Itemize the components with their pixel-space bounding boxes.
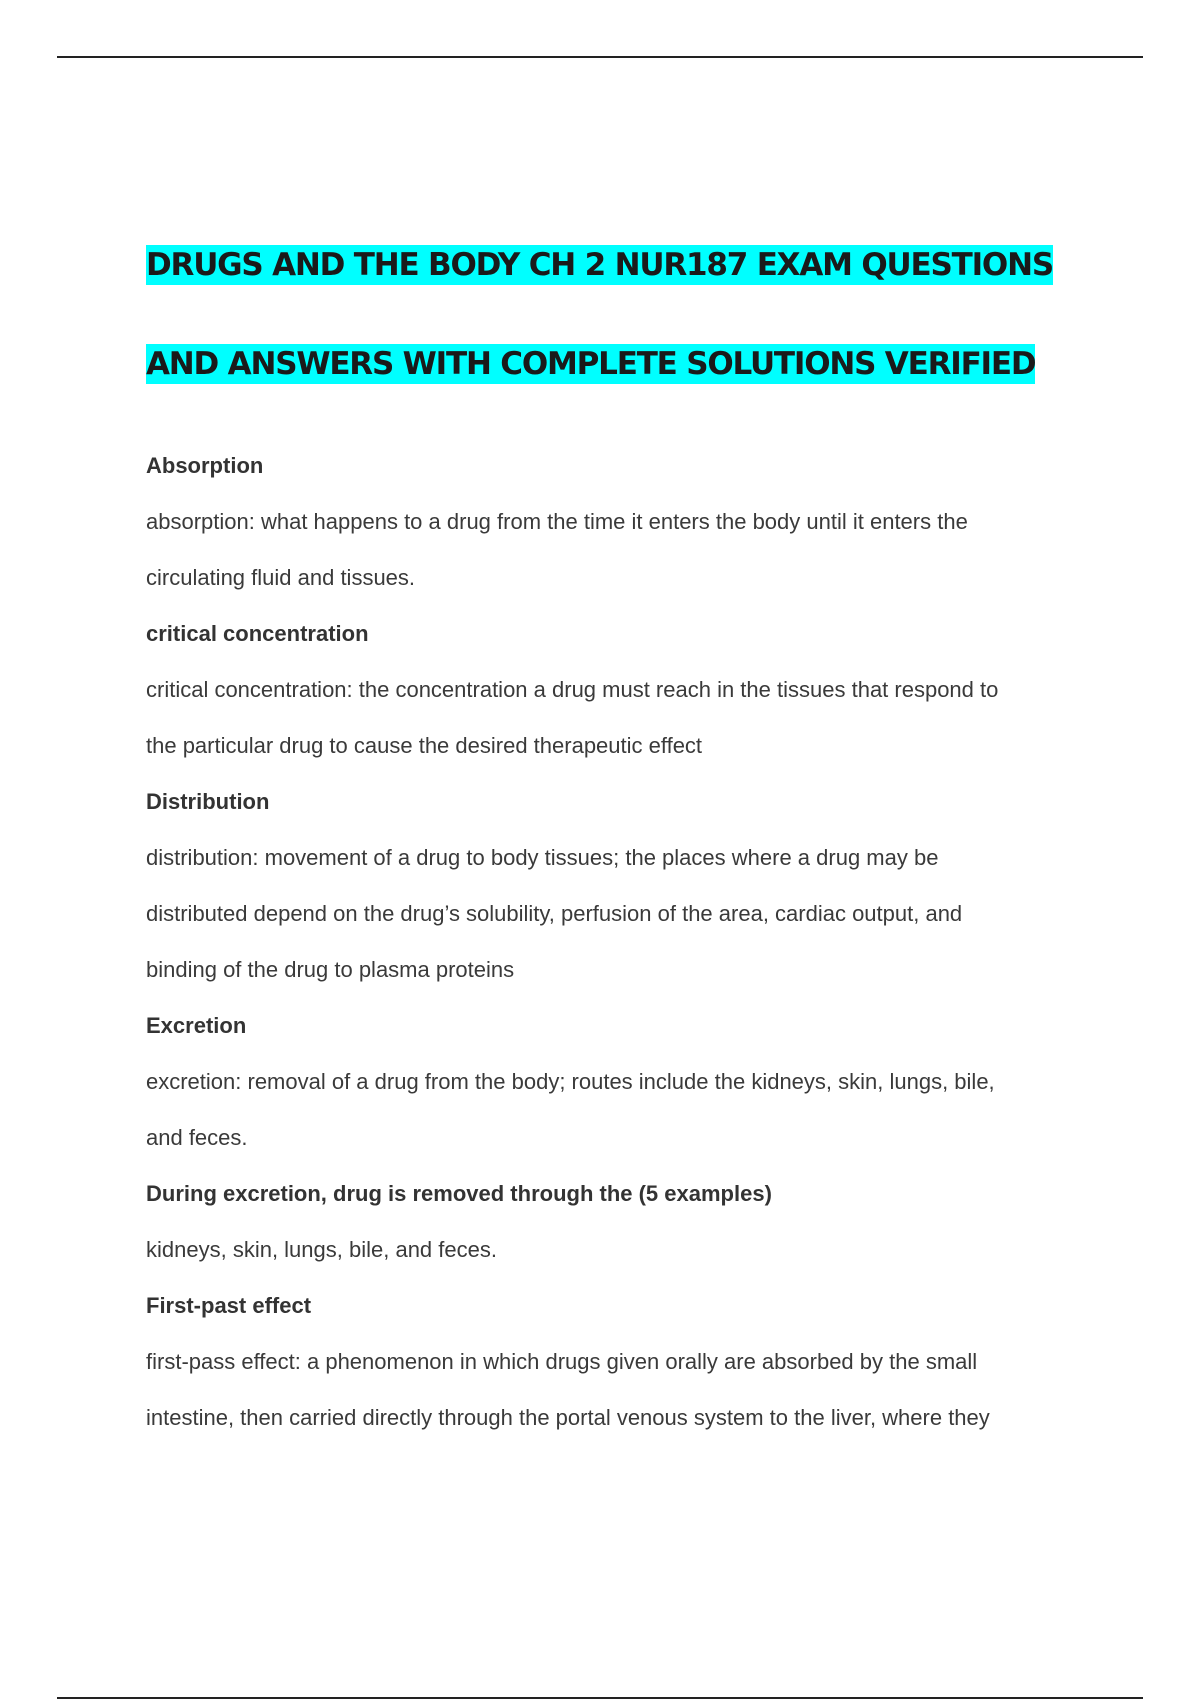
definition-line: absorption: what happens to a drug from the time it enters the body until it enters the xyxy=(146,509,968,534)
title-line-1 xyxy=(146,240,1086,339)
definition-line: excretion: removal of a drug from the body; routes include the kidneys, skin, lungs, bile, xyxy=(146,1069,995,1094)
definition-line: and feces. xyxy=(146,1125,248,1150)
title-line-2 xyxy=(146,339,1086,438)
definition-line: the particular drug to cause the desired therapeutic effect xyxy=(146,733,703,758)
definition-line: binding of the drug to plasma proteins xyxy=(146,957,515,982)
definition-line: distribution: movement of a drug to body tissues; the places where a drug may be xyxy=(146,845,939,870)
term-definition xyxy=(146,1222,1086,1278)
term-definition xyxy=(146,1334,1086,1446)
term-heading: First-past effect xyxy=(146,1293,312,1318)
term-definition xyxy=(146,1054,1086,1166)
term-heading: Excretion xyxy=(146,1013,247,1038)
definition-line: distributed depend on the drug’s solubility, perfusion of the area, cardiac output, and xyxy=(146,901,963,926)
definition-line: intestine, then carried directly through the portal venous system to the liver, where they xyxy=(146,1405,990,1430)
document-title xyxy=(146,240,1086,438)
title-line-1-text: DRUGS AND THE BODY CH 2 NUR187 EXAM QUESTIONS xyxy=(146,247,1053,283)
term-heading: Distribution xyxy=(146,789,270,814)
glossary-entries xyxy=(146,438,1086,1446)
term-heading: During excretion, drug is removed through the (5 examples) xyxy=(146,1181,772,1206)
term-definition xyxy=(146,830,1086,998)
definition-line: critical concentration: the concentration a drug must reach in the tissues that respond to xyxy=(146,677,999,702)
title-line-2-text: AND ANSWERS WITH COMPLETE SOLUTIONS VERIFIED xyxy=(146,346,1036,382)
term-heading: critical concentration xyxy=(146,621,369,646)
term-definition xyxy=(146,494,1086,606)
term-heading: Absorption xyxy=(146,453,264,478)
term-definition xyxy=(146,662,1086,774)
document-body xyxy=(146,240,1086,1446)
definition-line: kidneys, skin, lungs, bile, and feces. xyxy=(146,1237,497,1262)
definition-line: first-pass effect: a phenomenon in which drugs given orally are absorbed by the small xyxy=(146,1349,978,1374)
header-rule xyxy=(57,56,1143,58)
footer-rule xyxy=(57,1697,1143,1699)
definition-line: circulating fluid and tissues. xyxy=(146,565,416,590)
